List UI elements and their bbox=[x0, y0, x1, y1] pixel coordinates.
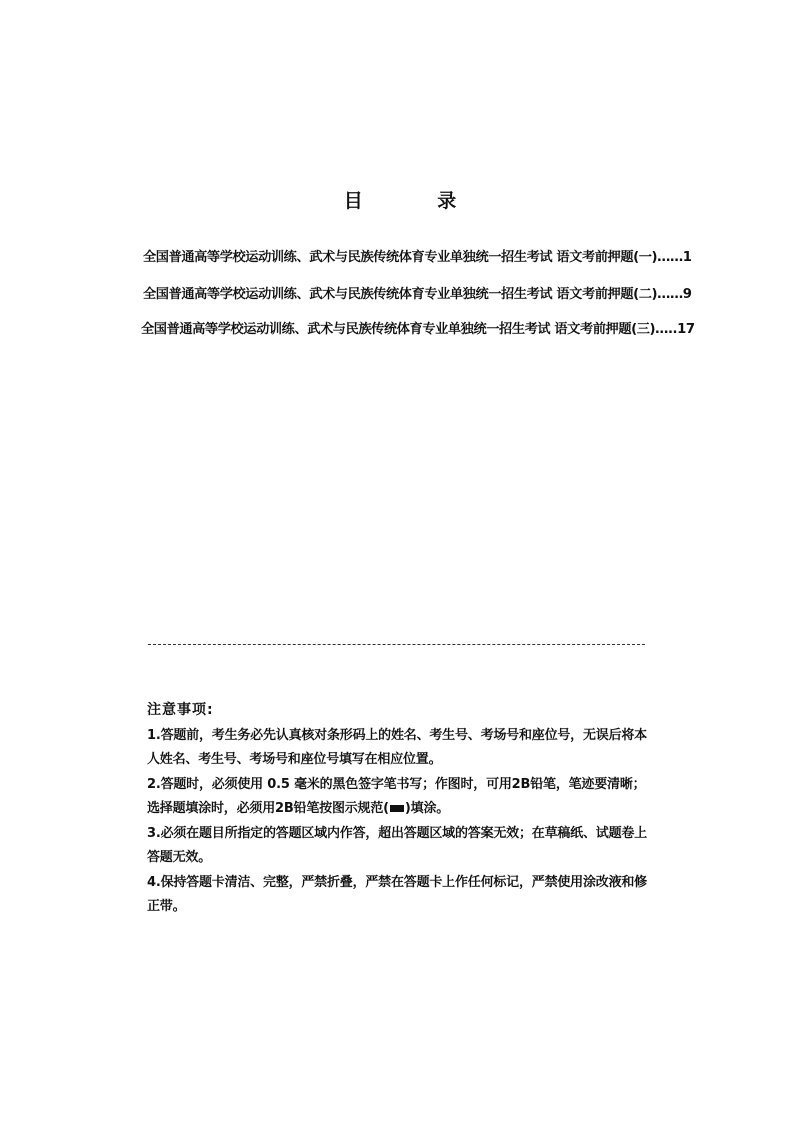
toc-entry-1: 全国普通高等学校运动训练、武术与民族传统体育专业单独统一招生考试 语文考前押题(一)……1 bbox=[143, 250, 692, 265]
toc-entry-2: 全国普通高等学校运动训练、武术与民族传统体育专业单独统一招生考试 语文考前押题(二)……9 bbox=[143, 287, 692, 302]
notice-item-1: 1.答题前，考生务必先认真核对条形码上的姓名、考生号、考场号和座位号，无误后将本人姓名、考生号、考场号和座位号填写在相应位置。 bbox=[147, 727, 647, 767]
toc-entry-3: 全国普通高等学校运动训练、武术与民族传统体育专业单独统一招生考试 语文考前押题(三)…..17 bbox=[141, 322, 695, 337]
notice-heading: 注意事项: bbox=[147, 702, 214, 718]
notice-item-4: 4.保持答题卡清洁、完整，严禁折叠，严禁在答题卡上作任何标记，严禁使用涂改液和修正带。 bbox=[147, 874, 647, 914]
notice-section bbox=[147, 698, 657, 920]
notice-item-3: 3.必须在题目所指定的答题区域内作答，超出答题区域的答案无效；在草稿纸、试题卷上答题无效。 bbox=[147, 825, 647, 865]
notice-item-2-after: )填涂。 bbox=[404, 801, 450, 816]
toc-title: 目 录 bbox=[343, 190, 491, 212]
notice-item-2-before: 2.答题时，必须使用 0.5 毫米的黑色签字笔书写；作图时，可用2B铅笔，笔迹要清晰；选择题填涂时，必须用2B铅笔按图示规范( bbox=[147, 776, 646, 816]
dashed-divider bbox=[148, 644, 645, 645]
filled-box-icon bbox=[390, 805, 404, 812]
notice-item-2 bbox=[147, 773, 657, 822]
